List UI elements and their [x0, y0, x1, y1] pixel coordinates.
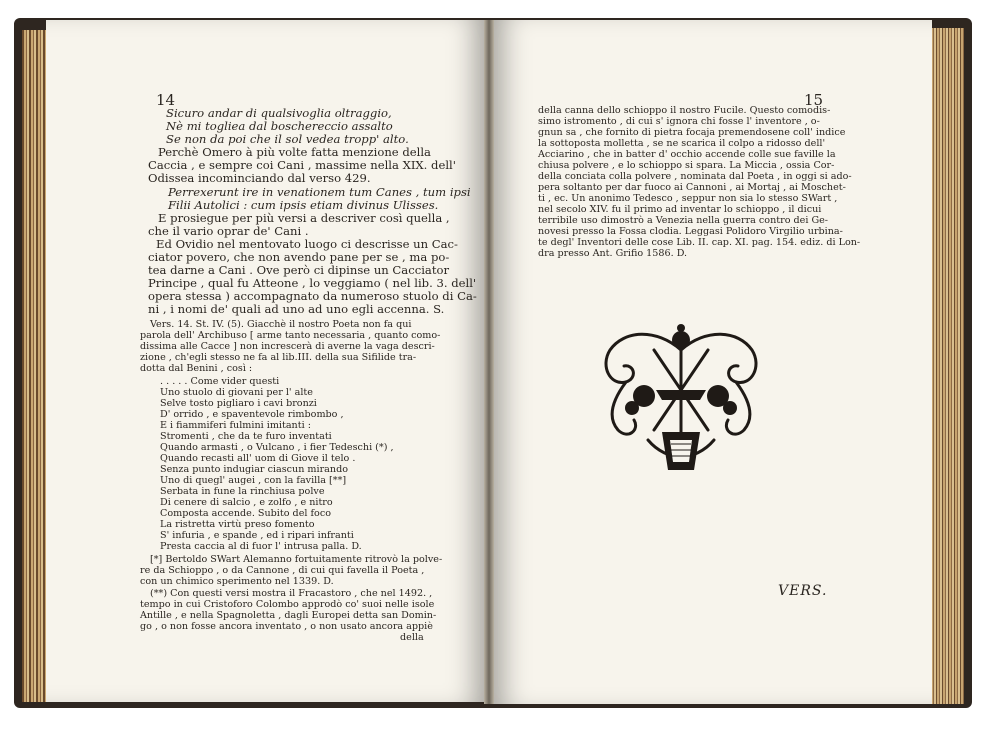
text-line: Caccia , e sempre coi Cani , massime nella XIX. dell' [148, 158, 456, 172]
note-verse: Uno stuolo di giovani per l' alte [160, 387, 313, 398]
page-number: 15 [804, 91, 824, 109]
verse-line: Sicuro andar di qualsivoglia oltraggio, [166, 106, 392, 120]
note-verse: Senza punto indugiar ciascun mirando [160, 464, 348, 475]
note-line: la sottoposta molletta , se ne scarica il colpo a ridosso dell' [538, 138, 826, 149]
note-line: simo istromento , di cui s' ignora chi fosse l' inventore , o- [538, 116, 820, 127]
note-line: te degl' Inventori delle cose Lib. II. cap. XI. pag. 154. ediz. di Lon- [538, 237, 861, 248]
note-line: Acciarino , che in batter d' occhio accende colle sue faville la [538, 149, 836, 160]
text-line: tea darne a Cani . Ove però ci dipinse un Cacciator [148, 263, 450, 277]
note-verse: La ristretta virtù preso fomento [160, 519, 315, 530]
text-line: Perrexerunt ire in venationem tum Canes , tum ipsi [168, 185, 471, 199]
note-line: [*] Bertoldo SWart Alemanno fortuitamente ritrovò la polve- [150, 554, 443, 565]
heraldic-trophy-vignette-icon [596, 320, 766, 480]
note-line: re da Schioppo , o da Cannone , di cui qui favella il Poeta , [140, 565, 425, 576]
note-line: terribile uso dimostrò a Venezia nella guerra contro dei Ge- [538, 215, 829, 226]
text-line: Filii Autolici : cum ipsis etiam divinus Ulisses. [168, 198, 439, 212]
note-verse: . . . . . Come vider questi [160, 376, 280, 387]
note-verse: Di cenere di salcio , e zolfo , e nitro [160, 497, 333, 508]
text-line: Principe , qual fu Atteone , lo veggiamo ( nel lib. 3. dell' [148, 276, 477, 290]
note-verse: Quando armasti , o Vulcano , i fier Tedeschi (*) , [160, 442, 394, 453]
note-line: dra presso Ant. Grifio 1586. D. [538, 248, 688, 259]
text-line: ciator povero, che non avendo pane per se , ma po- [148, 250, 450, 264]
note-line: gnun sa , che fornito di pietra focaja premendosene coll' indice [538, 127, 846, 138]
note-verse: D' orrido , e spaventevole rimbombo , [160, 409, 344, 420]
note-verse: E i fiammiferi fulmini imitanti : [160, 420, 311, 431]
note-verse: Quando recasti all' uom di Giove il telo . [160, 453, 356, 464]
note-line: chiusa polvere , e lo schioppo si spara. La Miccia , ossia Cor- [538, 160, 835, 171]
note-line: della canna dello schioppo il nostro Fucile. Questo comodis- [538, 105, 831, 116]
note-line: ti , ec. Un anonimo Tedesco , seppur non sia lo stesso SWart , [538, 193, 838, 204]
note-line: tempo in cui Cristoforo Colombo approdò co' suoi nelle isole [140, 599, 435, 610]
note-line: nel secolo XIV. fu il primo ad inventar lo schioppo , il dicui [538, 204, 822, 215]
note-line: parola dell' Archibuso [ arme tanto necessaria , quanto como- [140, 330, 441, 341]
text-line: Odissea incominciando dal verso 429. [148, 171, 371, 185]
note-line: go , o non fosse ancora inventato , o non usato ancora appiè [140, 621, 433, 632]
note-verse: Selve tosto pigliaro i cavi bronzi [160, 398, 317, 409]
note-verse: Uno di quegl' augei , con la favilla [**] [160, 475, 347, 486]
text-line: Ed Ovidio nel mentovato luogo ci descrisse un Cac- [156, 237, 458, 251]
note-verse: S' infuria , e spande , ed i ripari infranti [160, 530, 354, 541]
text-line: che il vario oprar de' Cani . [148, 224, 309, 238]
note-line: con un chimico sperimento nel 1339. D. [140, 576, 334, 587]
note-line: dissima alle Cacce ] non increscerà di averne la vaga descri- [140, 341, 435, 352]
verse-line: Nè mi togliea dal boschereccio assalto [166, 119, 393, 133]
verse-line: Se non da poi che il sol vedea tropp' alto. [166, 132, 409, 146]
note-verse: Presta caccia al di fuor l' intrusa palla. D. [160, 541, 362, 552]
note-line: dotta dal Benini , così : [140, 363, 253, 374]
text-line: E prosiegue per più versi a descriver così quella , [158, 211, 450, 225]
book-gutter [484, 20, 494, 704]
text-line: Perchè Omero à più volte fatta menzione della [158, 145, 431, 159]
note-line: Vers. 14. St. IV. (5). Giacchè il nostro Poeta non fa qui [150, 319, 412, 330]
note-line: novesi presso la Fossa clodia. Leggasi Polidoro Virgilio urbina- [538, 226, 843, 237]
note-line: (**) Con questi versi mostra il Fracastoro , che nel 1492. , [150, 588, 433, 599]
note-line: pera soltanto per dar fuoco ai Cannoni , ai Mortaj , ai Moschet- [538, 182, 846, 193]
note-line: zione , ch'egli stesso ne fa al lib.III. della sua Sifilide tra- [140, 352, 417, 363]
note-line: della conciata colla polvere , nominata dal Poeta , in oggi si ado- [538, 171, 852, 182]
note-verse: Serbata in fune la rinchiusa polve [160, 486, 325, 497]
note-verse: Stromenti , che da te furo inventati [160, 431, 332, 442]
catchword: VERS. [778, 583, 828, 599]
right-page-edges [928, 28, 964, 704]
catchword: della [400, 632, 424, 643]
text-line: ni , i nomi de' quali ad uno ad uno egli accenna. S. [148, 302, 445, 316]
text-line: opera stessa ) accompagnato da numeroso stuolo di Ca- [148, 289, 477, 303]
note-line: Antille , e nella Spagnoletta , dagli Europei detta san Domin- [140, 610, 437, 621]
note-verse: Composta accende. Subito del foco [160, 508, 331, 519]
left-page [46, 20, 488, 702]
page-number: 14 [156, 91, 176, 109]
